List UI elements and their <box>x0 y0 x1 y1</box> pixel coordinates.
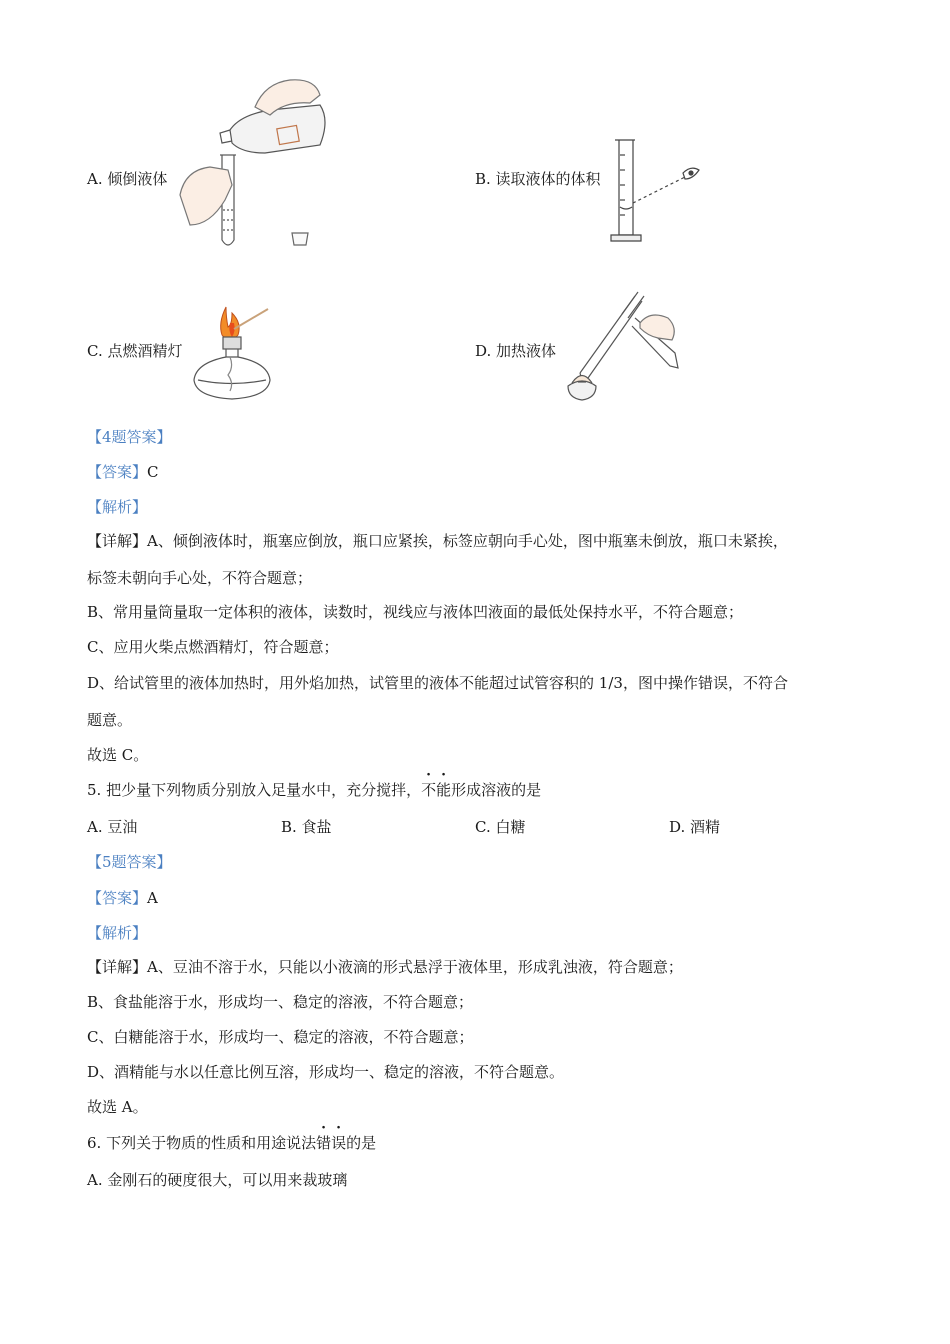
q5-detail-text1: A、豆油不溶于水，只能以小液滴的形式悬浮于液体里，形成乳浊液，符合题意； <box>147 958 683 976</box>
q5-detail-line1 <box>87 957 683 977</box>
q6-stem-post: 的是 <box>346 1134 377 1152</box>
q4-answer-header <box>87 427 172 447</box>
q4-answer-tag: 【答案】 <box>87 463 148 481</box>
q5-answer-tag: 【答案】 <box>87 889 148 907</box>
q5-option-c: C. 白糖 <box>475 818 526 836</box>
q4-line-b: B、常用量筒量取一定体积的液体，读数时，视线应与液体凹液面的最低处保持水平，不符合题意； <box>87 603 744 621</box>
reading-volume-figure <box>605 135 715 250</box>
q5-stem-pre: 5. 把少量下列物质分别放入足量水中，充分搅拌， <box>87 781 422 799</box>
q5-analysis-line <box>87 923 147 943</box>
q5-line-d: D、酒精能与水以任意比例互溶，形成均一、稳定的溶液，不符合题意。 <box>87 1063 565 1081</box>
q4-answer-value: C <box>147 463 159 481</box>
q4-line-d2: 题意。 <box>87 711 133 729</box>
q4-detail-text1: A、倾倒液体时，瓶塞应倒放，瓶口应紧挨，标签应朝向手心处，图中瓶塞未倒放，瓶口未紧挨， <box>147 532 788 550</box>
q4-answer-header-text: 【4题答案】 <box>87 428 172 446</box>
q5-answer-header <box>87 852 172 872</box>
q6-option-a: A. 金刚石的硬度很大，可以用来裁玻璃 <box>87 1171 348 1189</box>
q6-stem <box>87 1133 376 1153</box>
option-a-label: A. 倾倒液体 <box>87 170 168 188</box>
q4-detail-line2: 标签未朝向手心处，不符合题意； <box>87 569 313 587</box>
q5-option-b: B. 食盐 <box>281 818 332 836</box>
q5-answer-value: A <box>147 889 158 907</box>
q4-analysis-line <box>87 497 147 517</box>
q5-line-b: B、食盐能溶于水，形成均一、稳定的溶液，不符合题意； <box>87 993 474 1011</box>
q5-analysis-tag: 【解析】 <box>87 924 148 942</box>
q4-line-c: C、应用火柴点燃酒精灯，符合题意； <box>87 638 339 656</box>
q5-stem-emphasis-1: 不 <box>421 781 437 799</box>
q4-line-d1: D、给试管里的液体加热时，用外焰加热，试管里的液体不能超过试管容积的 1/3，图中操作错误，不符合 <box>87 674 788 692</box>
lighting-lamp-figure <box>188 295 278 410</box>
q6-stem-pre: 6. 下列关于物质的性质和用途说法 <box>87 1134 317 1152</box>
pouring-liquid-figure <box>170 75 340 260</box>
q5-line-c: C、白糖能溶于水，形成均一、稳定的溶液，不符合题意； <box>87 1028 474 1046</box>
q5-stem-emphasis-2: 能 <box>436 781 452 799</box>
q5-answer-header-text: 【5题答案】 <box>87 853 172 871</box>
q5-option-d: D. 酒精 <box>669 818 721 836</box>
q4-detail-tag: 【详解】 <box>87 532 148 550</box>
heating-liquid-figure <box>560 288 690 408</box>
q5-answer-line <box>87 888 158 908</box>
q5-stem-post: 形成溶液的是 <box>451 781 542 799</box>
option-b-label: B. 读取液体的体积 <box>475 170 601 188</box>
q5-stem <box>87 780 541 800</box>
option-d-label: D. 加热液体 <box>475 342 557 360</box>
q4-answer-line <box>87 462 159 482</box>
q4-conclusion: 故选 C。 <box>87 746 149 764</box>
q5-detail-tag: 【详解】 <box>87 958 148 976</box>
q5-option-a: A. 豆油 <box>87 818 138 836</box>
q4-detail-line1 <box>87 531 788 551</box>
option-c-label: C. 点燃酒精灯 <box>87 342 183 360</box>
q6-stem-emphasis-1: 错 <box>316 1134 332 1152</box>
q4-analysis-tag: 【解析】 <box>87 498 148 516</box>
q6-stem-emphasis-2: 误 <box>331 1134 347 1152</box>
q5-conclusion: 故选 A。 <box>87 1098 148 1116</box>
